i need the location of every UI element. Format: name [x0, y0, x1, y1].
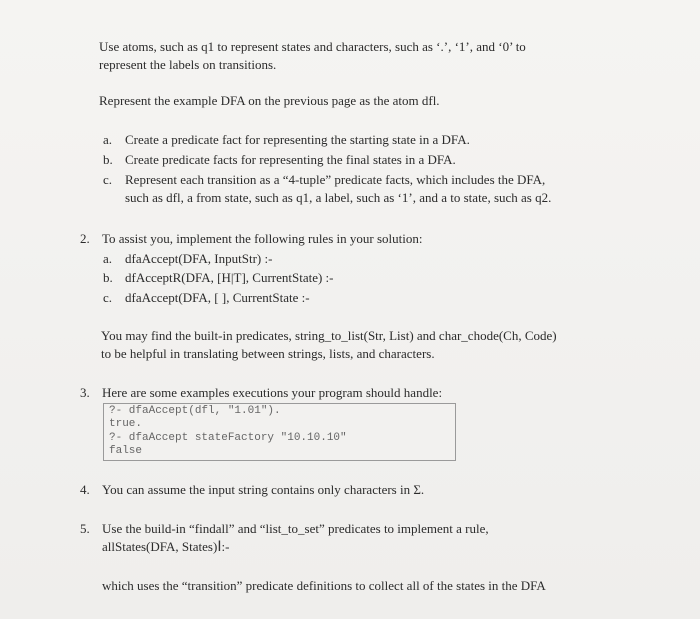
rule-c-text: dfaAccept(DFA, [ ], CurrentState :- — [125, 290, 310, 305]
item-5 — [80, 520, 489, 538]
item-4-text: You can assume the input string contains only characters in Σ. — [102, 482, 425, 497]
item-4-number: 4. — [80, 482, 90, 497]
item-5-number: 5. — [80, 521, 90, 536]
subitem-b-text: Create predicate facts for representing the final states in a DFA. — [125, 152, 456, 167]
item-2-text: To assist you, implement the following rules in your solution: — [102, 231, 423, 246]
subitem-b-marker: b. — [103, 152, 113, 167]
rule-a-marker: a. — [103, 251, 113, 266]
item-2 — [80, 230, 422, 248]
rule-a — [103, 250, 272, 268]
rule-c — [103, 289, 310, 307]
item-5-description: which uses the “transition” predicate definitions to collect all of the states in the DFA — [102, 578, 546, 593]
item-3 — [80, 384, 442, 402]
subitem-a — [103, 131, 470, 149]
subitem-c-text: Represent each transition as a “4-tuple” predicate facts, which includes the DFA, — [125, 172, 546, 187]
code-line: true. — [109, 418, 143, 430]
subitem-c-continuation: such as dfl, a from state, such as q1, a label, such as ‘1’, and a to state, such as q2. — [125, 190, 552, 205]
intro-line-2: represent the labels on transitions. — [99, 57, 277, 72]
item-4 — [80, 481, 424, 499]
builtin-line-1: You may find the built-in predicates, string_to_list(Str, List) and char_chode(Ch, Code) — [101, 328, 557, 343]
represent-dfa-text: Represent the example DFA on the previous page as the atom dfl. — [99, 93, 440, 108]
subitem-c — [103, 171, 545, 189]
allstates-signature: allStates(DFA, States) — [102, 539, 218, 554]
code-line: false — [109, 445, 143, 457]
rule-b — [103, 269, 334, 287]
rule-b-text: dfAcceptR(DFA, [H|T], CurrentState) :- — [125, 270, 334, 285]
rule-b-marker: b. — [103, 270, 113, 285]
rule-a-text: dfaAccept(DFA, InputStr) :- — [125, 251, 273, 266]
subitem-b — [103, 151, 456, 169]
builtin-line-2: to be helpful in translating between strings, lists, and characters. — [101, 346, 435, 361]
item-3-text: Here are some examples executions your program should handle: — [102, 385, 443, 400]
item-2-number: 2. — [80, 231, 90, 246]
item-5-text: Use the build-in “findall” and “list_to_set” predicates to implement a rule, — [102, 521, 489, 536]
rule-c-marker: c. — [103, 290, 113, 305]
intro-line-1: Use atoms, such as q1 to represent states and characters, such as ‘.’, ‘1’, and ‘0’ to — [99, 39, 526, 54]
item-3-number: 3. — [80, 385, 90, 400]
code-line: ?- dfaAccept stateFactory "10.10.10" — [109, 432, 347, 444]
text-cursor-icon: I — [217, 539, 222, 555]
subitem-a-text: Create a predicate fact for representing the starting state in a DFA. — [125, 132, 470, 147]
item-5-continuation — [102, 538, 229, 556]
code-example-box — [103, 403, 456, 461]
subitem-c-marker: c. — [103, 172, 113, 187]
code-line: ?- dfaAccept(dfl, "1.01"). — [109, 405, 281, 417]
subitem-a-marker: a. — [103, 132, 113, 147]
allstates-suffix: :- — [221, 539, 230, 554]
